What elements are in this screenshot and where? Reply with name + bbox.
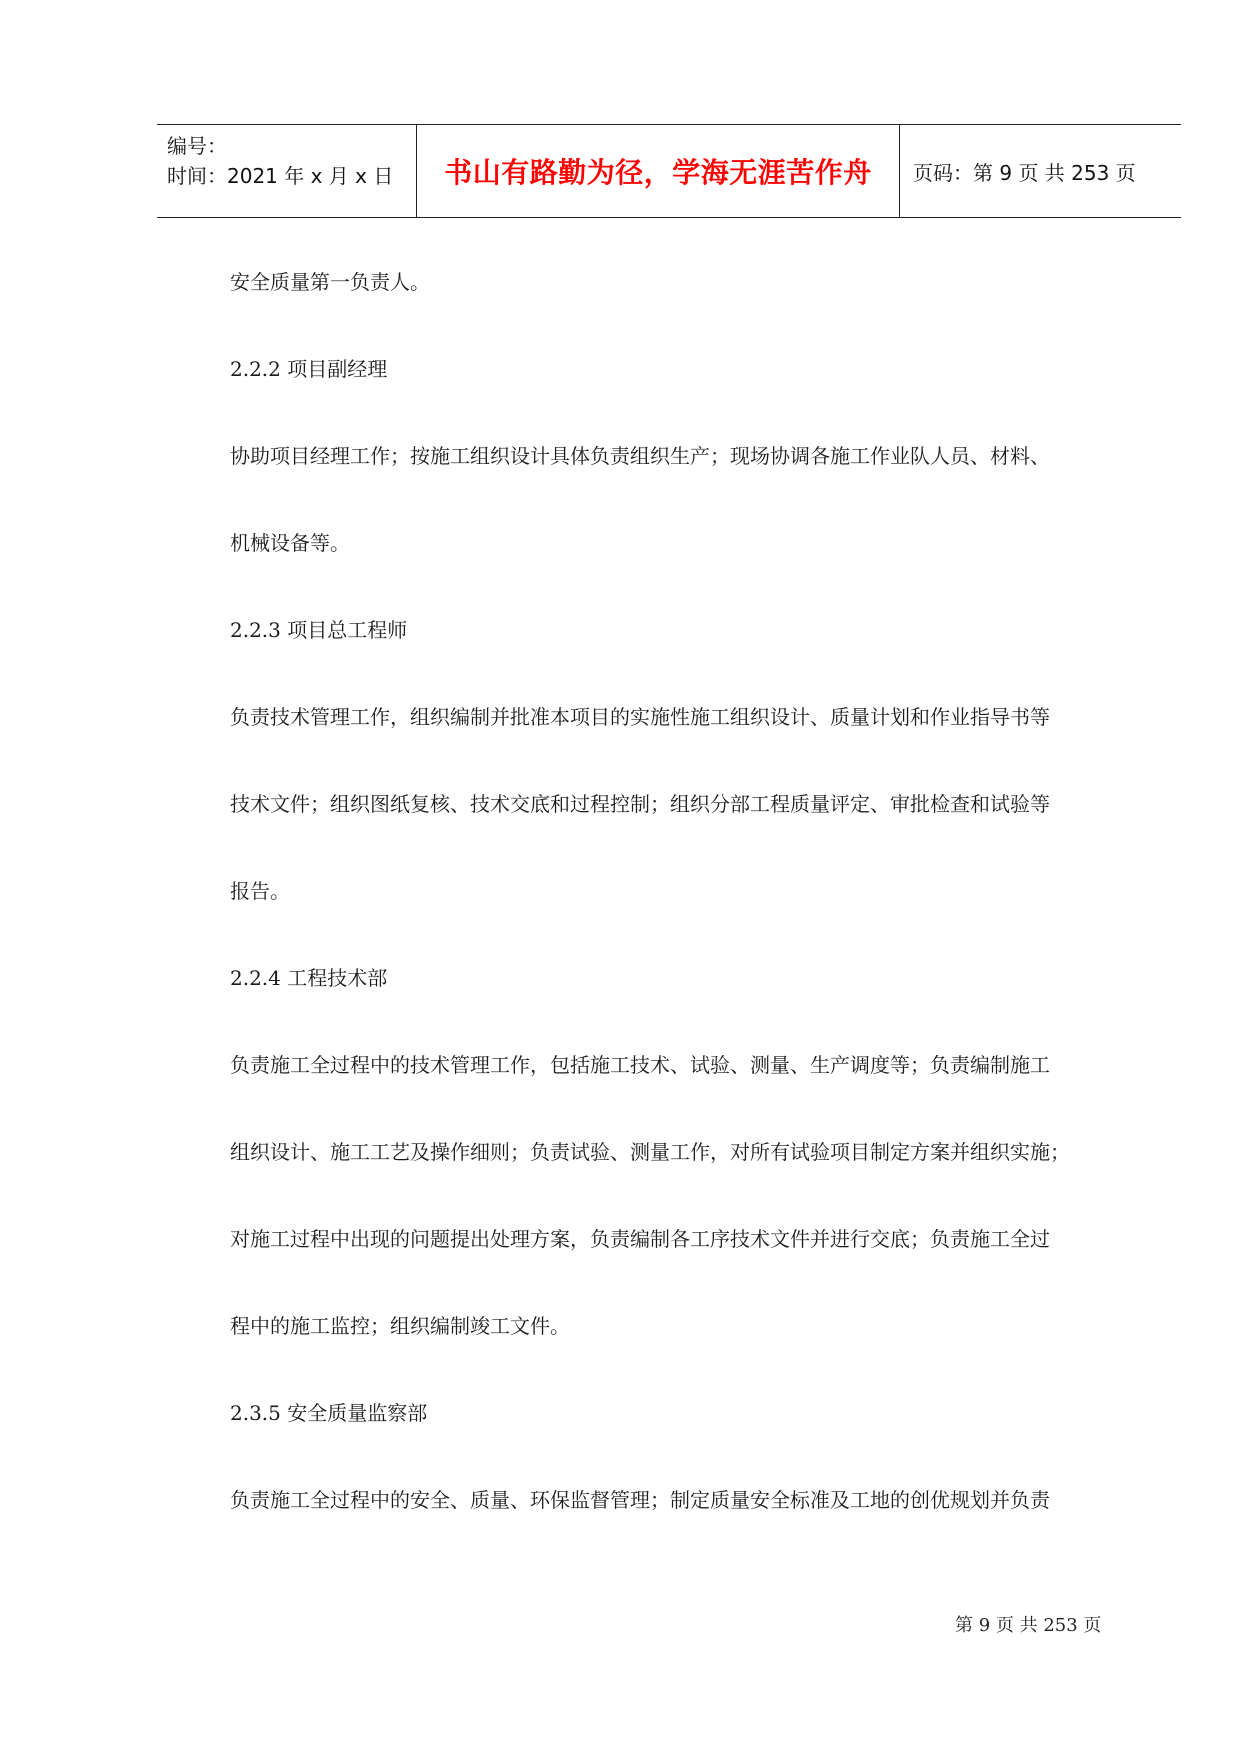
section-heading: 2.2.4 工程技术部 xyxy=(230,966,388,990)
paragraph-line: 技术文件；组织图纸复核、技术交底和过程控制；组织分部工程质量评定、审批检查和试验等 xyxy=(230,792,1050,816)
header-page-number: 页码：第 9 页 共 253 页 xyxy=(913,160,1136,185)
paragraph-line: 对施工过程中出现的问题提出处理方案，负责编制各工序技术文件并进行交底；负责施工全过 xyxy=(230,1227,1050,1251)
page-footer-number: 第 9 页 共 253 页 xyxy=(955,1615,1102,1636)
paragraph-line: 负责技术管理工作，组织编制并批准本项目的实施性施工组织设计、质量计划和作业指导书等 xyxy=(230,705,1050,729)
paragraph-line: 组织设计、施工工艺及操作细则；负责试验、测量工作，对所有试验项目制定方案并组织实施； xyxy=(230,1140,1070,1164)
header-divider xyxy=(899,125,900,217)
header-meta xyxy=(167,131,393,191)
document-time-label: 时间：2021 年 x 月 x 日 xyxy=(167,164,394,188)
paragraph-line: 负责施工全过程中的技术管理工作，包括施工技术、试验、测量、生产调度等；负责编制施工 xyxy=(230,1053,1050,1077)
section-heading: 2.3.5 安全质量监察部 xyxy=(230,1401,428,1425)
paragraph-line: 报告。 xyxy=(230,879,290,903)
paragraph-line: 安全质量第一负责人。 xyxy=(230,270,430,294)
header-motto: 书山有路勤为径，学海无涯苦作舟 xyxy=(444,156,872,189)
document-body xyxy=(230,270,1130,1575)
paragraph-line: 程中的施工监控；组织编制竣工文件。 xyxy=(230,1314,570,1338)
page-header xyxy=(157,124,1181,218)
document-number-label: 编号： xyxy=(167,134,227,158)
paragraph-line: 负责施工全过程中的安全、质量、环保监督管理；制定质量安全标准及工地的创优规划并负责 xyxy=(230,1488,1050,1512)
section-heading: 2.2.3 项目总工程师 xyxy=(230,618,408,642)
paragraph-line: 协助项目经理工作；按施工组织设计具体负责组织生产；现场协调各施工作业队人员、材料、 xyxy=(230,444,1050,468)
section-heading: 2.2.2 项目副经理 xyxy=(230,357,388,381)
paragraph-line: 机械设备等。 xyxy=(230,531,350,555)
